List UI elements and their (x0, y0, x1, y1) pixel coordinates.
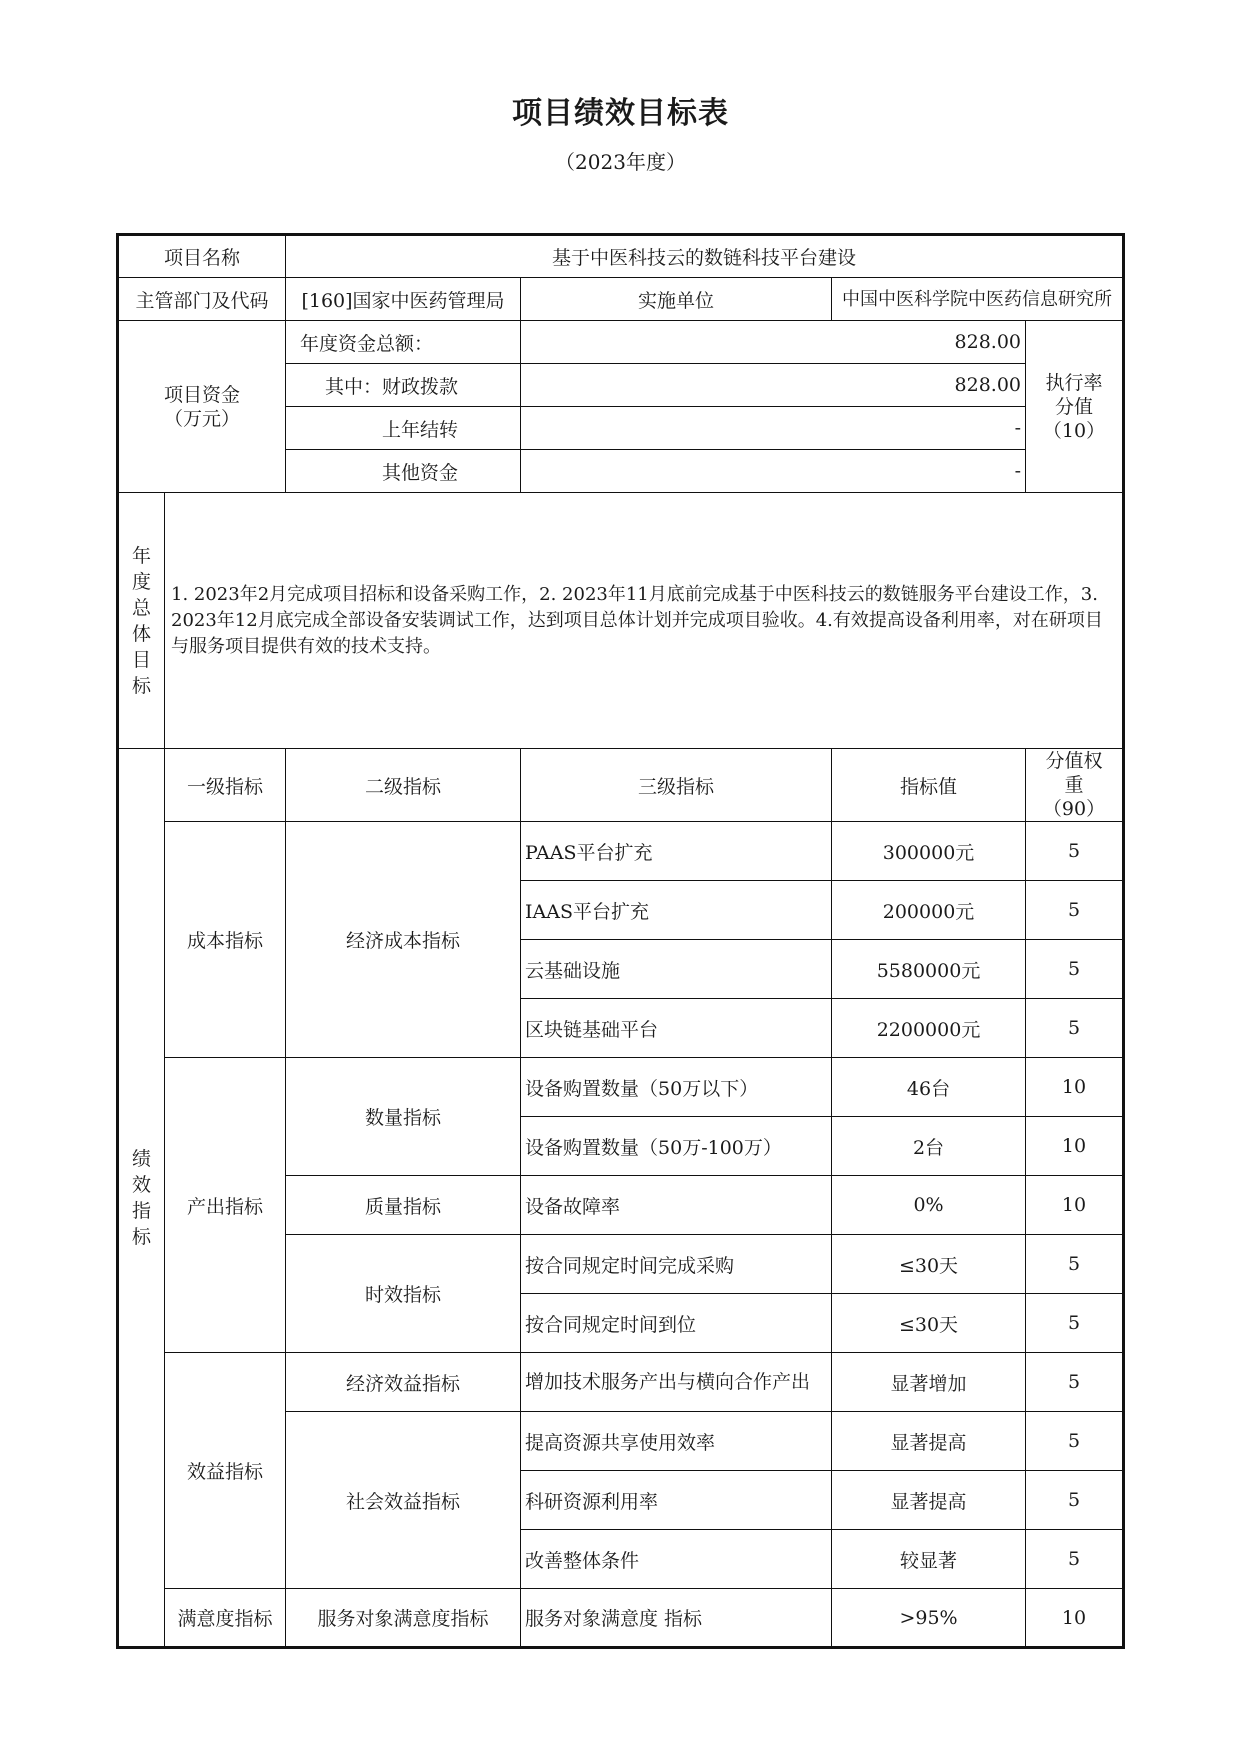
indicator-name: 科研资源利用率 (521, 1471, 832, 1530)
funds-carryover-value: - (521, 407, 1026, 450)
funds-fiscal-value: 828.00 (521, 364, 1026, 407)
indicator-weight: 5 (1026, 822, 1124, 881)
indicator-weight: 5 (1026, 999, 1124, 1058)
indicator-weight: 5 (1026, 1294, 1124, 1353)
indicator-value: 显著提高 (832, 1471, 1026, 1530)
level1-cost: 成本指标 (165, 822, 286, 1058)
indicator-weight: 5 (1026, 1412, 1124, 1471)
dept-value: [160]国家中医药管理局 (286, 278, 521, 321)
indicator-weight: 5 (1026, 1235, 1124, 1294)
funds-other-label: 其他资金 (286, 450, 521, 493)
indicator-name: 设备故障率 (521, 1176, 832, 1235)
funds-label: 项目资金（万元） (118, 321, 286, 493)
indicator-weight: 5 (1026, 881, 1124, 940)
funds-total-value: 828.00 (521, 321, 1026, 364)
exec-rate-score-label: 执行率分值（10） (1026, 321, 1124, 493)
indicator-value: 2200000元 (832, 999, 1026, 1058)
annual-goal-label: 年度总体目标 (118, 493, 165, 749)
indicator-value: 46台 (832, 1058, 1026, 1117)
level2-service-satisfaction: 服务对象满意度指标 (286, 1589, 521, 1648)
header-level3: 三级指标 (521, 749, 832, 822)
dept-label: 主管部门及代码 (118, 278, 286, 321)
indicator-name: 提高资源共享使用效率 (521, 1412, 832, 1471)
funds-total-label: 年度资金总额： (286, 321, 521, 364)
indicator-name: 按合同规定时间完成采购 (521, 1235, 832, 1294)
funds-carryover-label: 上年结转 (286, 407, 521, 450)
indicator-value: 2台 (832, 1117, 1026, 1176)
indicator-value: 5580000元 (832, 940, 1026, 999)
impl-unit-label: 实施单位 (521, 278, 832, 321)
indicator-name: 设备购置数量（50万-100万） (521, 1117, 832, 1176)
level2-economic-benefit: 经济效益指标 (286, 1353, 521, 1412)
indicator-name: 按合同规定时间到位 (521, 1294, 832, 1353)
indicator-weight: 10 (1026, 1589, 1124, 1648)
document-year: （2023年度） (555, 150, 686, 174)
header-value: 指标值 (832, 749, 1026, 822)
indicator-value: 显著增加 (832, 1353, 1026, 1412)
indicator-name: IAAS平台扩充 (521, 881, 832, 940)
performance-indicators-label: 绩效指标 (118, 749, 165, 1648)
performance-target-table (116, 233, 1125, 1649)
indicator-weight: 10 (1026, 1176, 1124, 1235)
indicator-value: ≤30天 (832, 1294, 1026, 1353)
indicator-value: 0% (832, 1176, 1026, 1235)
document-title: 项目绩效目标表 (512, 96, 729, 131)
level2-timeliness: 时效指标 (286, 1235, 521, 1353)
header-level1: 一级指标 (165, 749, 286, 822)
indicator-weight: 5 (1026, 940, 1124, 999)
funds-fiscal-label: 其中：财政拨款 (286, 364, 521, 407)
indicator-name: 增加技术服务产出与横向合作产出 (521, 1353, 832, 1412)
indicator-name: 服务对象满意度 指标 (521, 1589, 832, 1648)
indicator-value: ≤30天 (832, 1235, 1026, 1294)
indicator-weight: 5 (1026, 1530, 1124, 1589)
indicator-name: 改善整体条件 (521, 1530, 832, 1589)
header-weight: 分值权重（90） (1026, 749, 1124, 822)
level1-benefit: 效益指标 (165, 1353, 286, 1589)
indicator-weight: 5 (1026, 1471, 1124, 1530)
level2-quality: 质量指标 (286, 1176, 521, 1235)
indicator-value: 较显著 (832, 1530, 1026, 1589)
level1-output: 产出指标 (165, 1058, 286, 1353)
indicator-value: 显著提高 (832, 1412, 1026, 1471)
impl-unit-value: 中国中医科学院中医药信息研究所 (832, 278, 1124, 321)
annual-goal-text: 1. 2023年2月完成项目招标和设备采购工作，2. 2023年11月底前完成基于中医科技云的数链服务平台建设工作，3. 2023年12月底完成全部设备安装调试工作，达到项目总体计划并完成项目验收。4.有效提高设备利用率，对在研项目与服务项目提供有效的技术支持。 (165, 493, 1124, 749)
level2-economic-cost: 经济成本指标 (286, 822, 521, 1058)
indicator-weight: 10 (1026, 1058, 1124, 1117)
level1-satisfaction: 满意度指标 (165, 1589, 286, 1648)
indicator-weight: 5 (1026, 1353, 1124, 1412)
level2-social-benefit: 社会效益指标 (286, 1412, 521, 1589)
header-level2: 二级指标 (286, 749, 521, 822)
project-name-label: 项目名称 (118, 235, 286, 278)
indicator-value: >95% (832, 1589, 1026, 1648)
funds-other-value: - (521, 450, 1026, 493)
indicator-name: 区块链基础平台 (521, 999, 832, 1058)
indicator-value: 300000元 (832, 822, 1026, 881)
indicator-weight: 10 (1026, 1117, 1124, 1176)
indicator-name: 设备购置数量（50万以下） (521, 1058, 832, 1117)
level2-quantity: 数量指标 (286, 1058, 521, 1176)
indicator-name: 云基础设施 (521, 940, 832, 999)
indicator-name: PAAS平台扩充 (521, 822, 832, 881)
indicator-value: 200000元 (832, 881, 1026, 940)
project-name-value: 基于中医科技云的数链科技平台建设 (286, 235, 1124, 278)
